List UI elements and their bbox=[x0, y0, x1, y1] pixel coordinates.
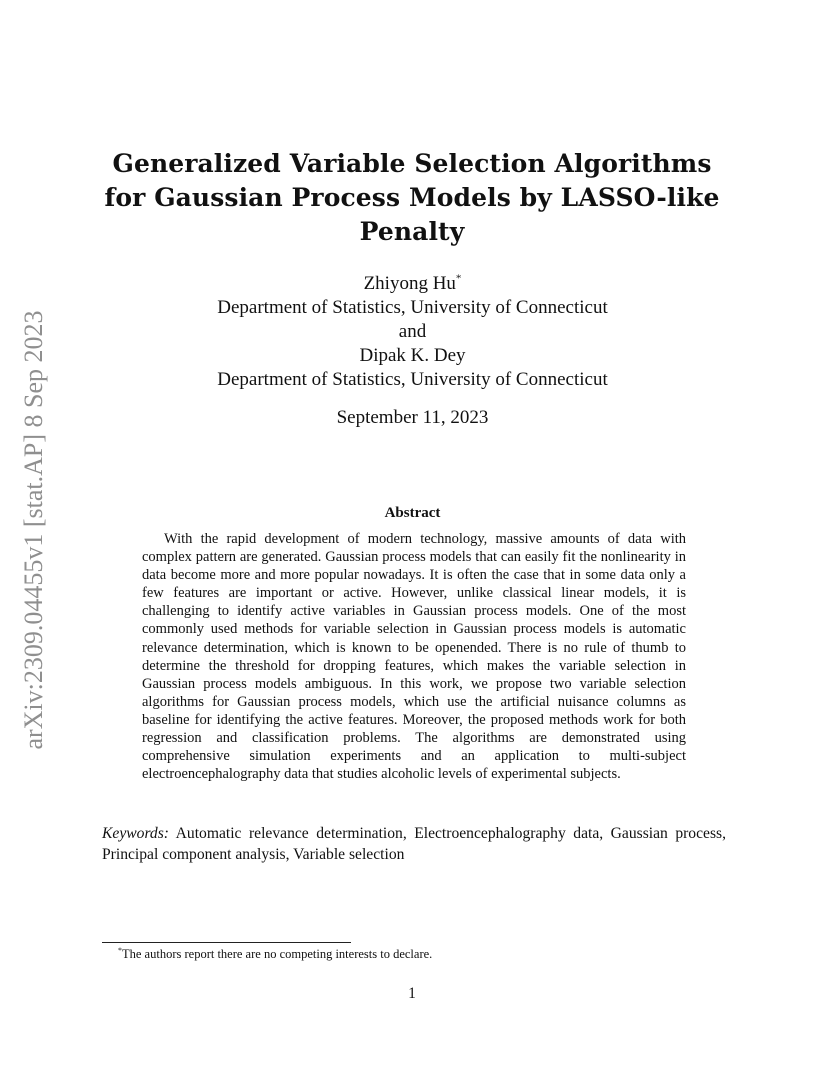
title-line-2: for Gaussian Process Models by LASSO-like bbox=[104, 183, 720, 212]
footnote-mark: * bbox=[118, 945, 122, 955]
footnote-divider bbox=[102, 942, 351, 943]
author-conjunction: and bbox=[398, 321, 427, 342]
author-2-name: Dipak K. Dey bbox=[359, 345, 466, 366]
author-2-affiliation: Department of Statistics, University of Connecticut bbox=[217, 369, 608, 390]
page-number: 1 bbox=[408, 985, 416, 1002]
keywords-text: Automatic relevance determination, Electroencephalography data, Gaussian process, Principal component analysis, Variable selection bbox=[102, 825, 726, 863]
title-line-1: Generalized Variable Selection Algorithms bbox=[112, 149, 712, 178]
footnote bbox=[118, 946, 718, 962]
author-1-footnote-mark: * bbox=[455, 272, 462, 285]
paper-title bbox=[95, 147, 729, 249]
keywords-paragraph bbox=[102, 823, 726, 865]
arxiv-identifier-stamp: arXiv:2309.04455v1 [stat.AP] 8 Sep 2023 bbox=[19, 310, 48, 750]
footnote-text: The authors report there are no competing interests to declare. bbox=[122, 947, 433, 961]
author-block bbox=[140, 272, 685, 392]
author-1-affiliation: Department of Statistics, University of Connecticut bbox=[217, 297, 608, 318]
abstract-heading: Abstract bbox=[384, 505, 441, 521]
title-line-3: Penalty bbox=[359, 217, 465, 246]
paper-date: September 11, 2023 bbox=[336, 407, 489, 428]
abstract-body: With the rapid development of modern technology, massive amounts of data with complex pattern are generated. Gaussian process models that can easily fit the nonlinearity in data become more and more popular nowadays. It is often the case that in some data only a few features are important or active. However, unlike classical linear models, it is challenging to identify active variables in Gaussian process models. One of the most commonly used methods for variable selection in Gaussian process models is automatic relevance determination, which is known to be openended. There is no rule of thumb to determine the threshold for dropping features, which makes the variable selection in Gaussian process models ambiguous. In this work, we propose two variable selection algorithms for Gaussian process models, which use the artificial nuisance columns as baseline for identifying the active features. Moreover, the proposed methods work for both regression and classification problems. The algorithms are demonstrated using comprehensive simulation experiments and an application to multi-subject electroencephalography data that studies alcoholic levels of experimental subjects. bbox=[142, 531, 686, 783]
keywords-label: Keywords: bbox=[102, 825, 169, 842]
author-1-name: Zhiyong Hu bbox=[363, 273, 456, 294]
author-1 bbox=[140, 272, 685, 296]
